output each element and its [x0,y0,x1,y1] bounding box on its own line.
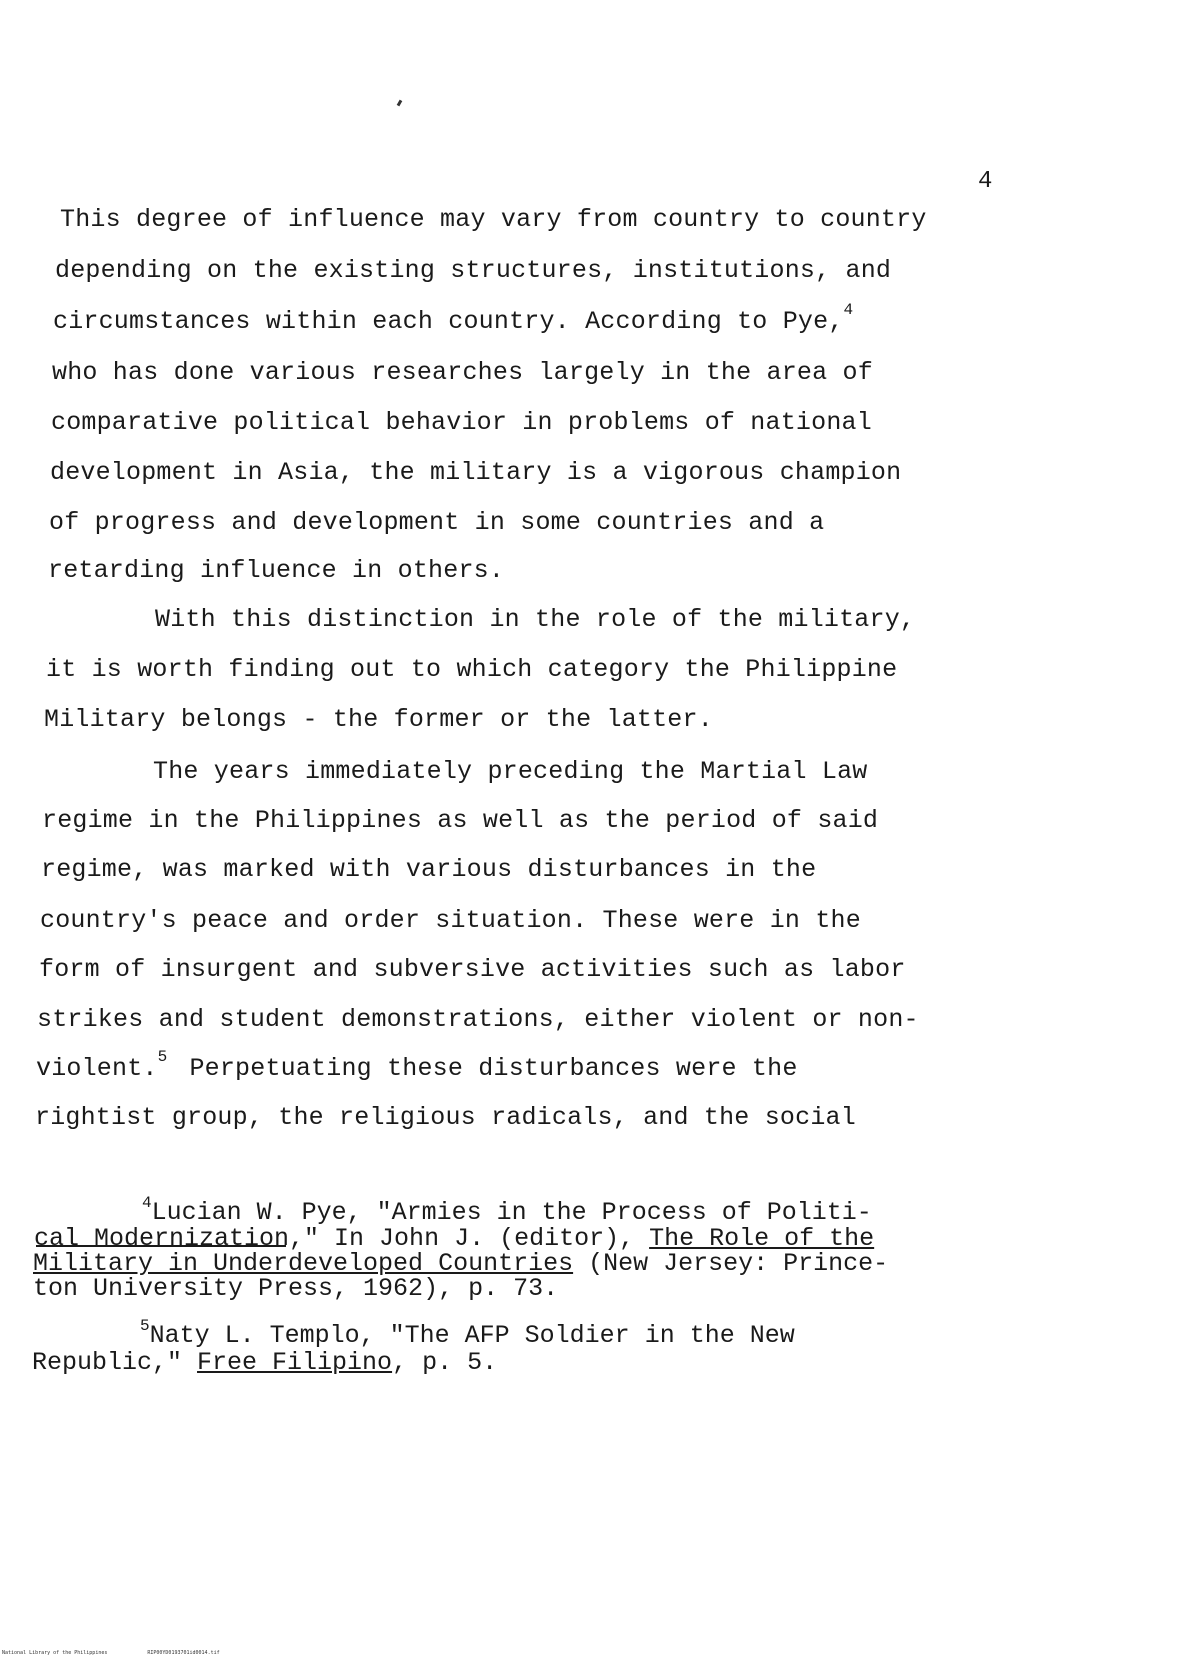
footnote-5-line-1-text: Naty L. Templo, "The AFP Soldier in the New [149,1321,795,1350]
body-line-15: country's peace and order situation. These were in the [40,906,861,935]
footnote-5-mark: 5 [140,1317,150,1335]
body-line-3-text: circumstances within each country. According to Pye, [53,307,844,336]
footnote-4-line-1 [142,1194,872,1227]
body-line-18-start: violent. [36,1054,158,1083]
footnote-5-line-2-start: Republic," [32,1348,198,1377]
footnote-4-line-4: ton University Press, 1962), p. 73. [33,1274,559,1303]
footnote-4-line-1-text: Lucian W. Pye, "Armies in the Process of Politi- [151,1198,872,1227]
footnote-ref-5: 5 [157,1048,168,1066]
body-line-18-end: Perpetuating these disturbances were the [189,1054,798,1083]
scan-footer [2,1650,260,1656]
footnote-4-mark: 4 [142,1194,152,1212]
body-line-9: With this distinction in the role of the military, [155,605,916,634]
footnote-4-line-2 [34,1226,874,1251]
footnote-4-book-title-end: Military in Underdeveloped Countries [33,1249,574,1278]
body-line-7: of progress and development in some countries and a [49,508,825,537]
stray-ink-mark [397,100,403,107]
scan-footer-filename: RIP00YD0193701id0014.tif [147,1650,220,1656]
body-line-4: who has done various researches largely in the area of [52,358,873,387]
body-line-3 [53,301,854,336]
footnote-4-line-3-text: (New Jersey: Prince- [573,1249,889,1278]
footnote-5-line-2 [32,1350,497,1375]
body-line-12: The years immediately preceding the Martial Law [153,757,868,786]
body-line-1: This degree of influence may vary from country to country [60,205,927,234]
footnote-ref-4: 4 [843,301,854,319]
body-line-16: form of insurgent and subversive activities such as labor [39,955,906,984]
body-line-14: regime, was marked with various disturbances in the [41,855,817,884]
footnote-4-book-title-start: The Role of the [649,1224,875,1253]
page-number: 4 [978,168,993,195]
scan-footer-library: National Library of the Philippines [2,1650,108,1656]
body-line-8: retarding influence in others. [48,556,505,585]
footnote-5-publication-title: Free Filipino [197,1348,393,1377]
body-line-18 [36,1048,798,1083]
body-line-2: depending on the existing structures, institutions, and [55,256,892,285]
body-line-6: development in Asia, the military is a vigorous champion [50,458,902,487]
body-line-10: it is worth finding out to which category the Philippine [46,655,898,684]
body-line-11: Military belongs - the former or the latter. [44,705,713,734]
footnote-5-line-1 [140,1317,795,1350]
footnote-4-line-2-text: cal Modernization," In John J. (editor), [34,1224,650,1253]
footnote-4-line-3 [33,1251,888,1276]
body-line-19: rightist group, the religious radicals, and the social [35,1103,856,1132]
body-line-13: regime in the Philippines as well as the period of said [42,806,879,835]
body-line-17: strikes and student demonstrations, either violent or non- [37,1005,919,1034]
footnote-5-line-2-end: , p. 5. [392,1348,498,1377]
body-line-5: comparative political behavior in problems of national [51,408,872,437]
